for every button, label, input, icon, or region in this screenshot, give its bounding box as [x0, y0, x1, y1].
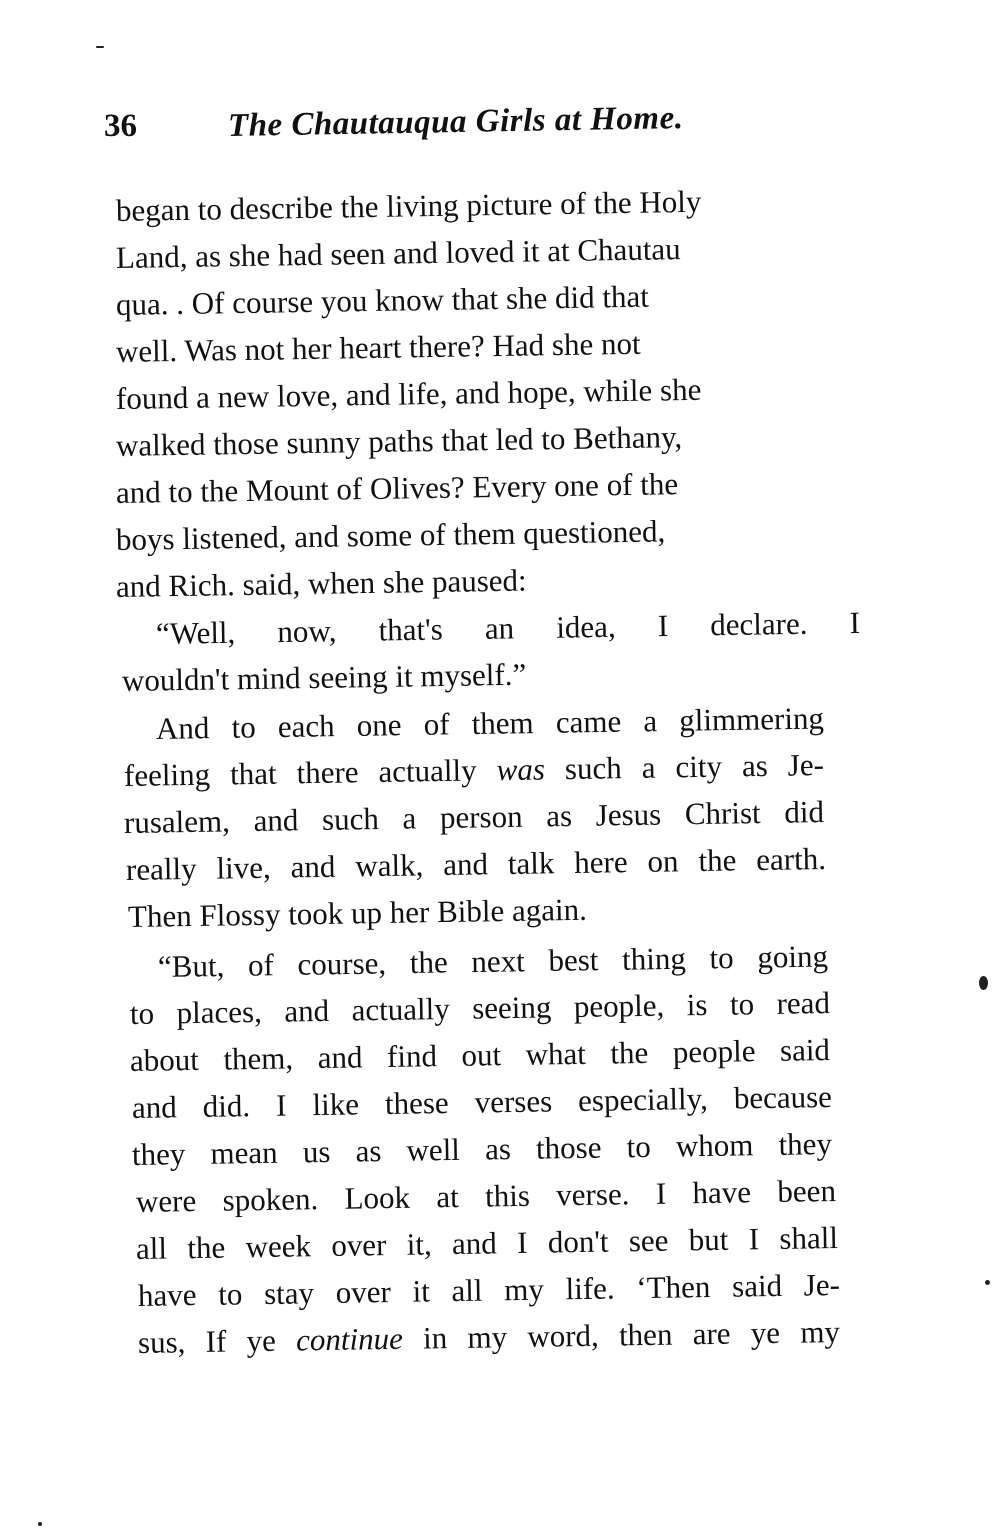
ink-speck	[38, 1522, 42, 1526]
text-line: and did. I like these verses especially, because	[131, 1079, 833, 1125]
text-line: qua. . Of course you know that she did that	[115, 278, 650, 322]
text-line: Land, as she had seen and loved it at Chautau	[115, 231, 681, 275]
page-number: 36	[104, 108, 137, 144]
text-line: really live, and walk, and talk here on the earth.	[125, 841, 827, 887]
text-line: And to each one of them came a glimmering	[155, 700, 825, 746]
ink-speck	[979, 976, 988, 990]
text-line: “But, of course, the next best thing to going	[157, 938, 829, 984]
text-line: they mean us as well as those to whom they	[131, 1126, 833, 1172]
text-line: all the week over it, and I don't see but I shall	[135, 1219, 839, 1266]
text-line: to places, and actually seeing people, is to read	[129, 985, 831, 1031]
page-header	[104, 100, 824, 158]
text-line: feeling that there actually was such a city as Je-	[123, 747, 825, 793]
text-line: well. Was not her heart there? Had she not	[115, 325, 641, 369]
text-line: rusalem, and such a person as Jesus Christ did	[123, 794, 825, 840]
text-line: have to stay over it all my life. ‘Then said Je-	[137, 1266, 841, 1313]
text-line: began to describe the living picture of the Holy	[115, 183, 702, 228]
running-title: The Chautauqua Girls at Home.	[227, 100, 684, 144]
text-line: boys listened, and some of them questioned,	[115, 513, 666, 557]
text-line: “Well, now, that's an idea, I declare. I	[155, 604, 861, 651]
text-line: found a new love, and life, and hope, while she	[115, 371, 702, 416]
ink-speck	[96, 46, 104, 48]
text-line: were spoken. Look at this verse. I have been	[135, 1173, 837, 1219]
text-line: Then Flossy took up her Bible again.	[127, 891, 588, 934]
text-line: and Rich. said, when she paused:	[115, 562, 527, 604]
text-line: sus, If ye continue in my word, then are ye my	[137, 1313, 841, 1360]
text-line: wouldn't mind seeing it myself.”	[121, 656, 527, 698]
text-line: about them, and find out what the people said	[129, 1032, 831, 1078]
ink-speck	[985, 1280, 990, 1285]
text-line: walked those sunny paths that led to Bethany,	[115, 419, 683, 463]
text-line: and to the Mount of Olives? Every one of the	[115, 466, 679, 510]
